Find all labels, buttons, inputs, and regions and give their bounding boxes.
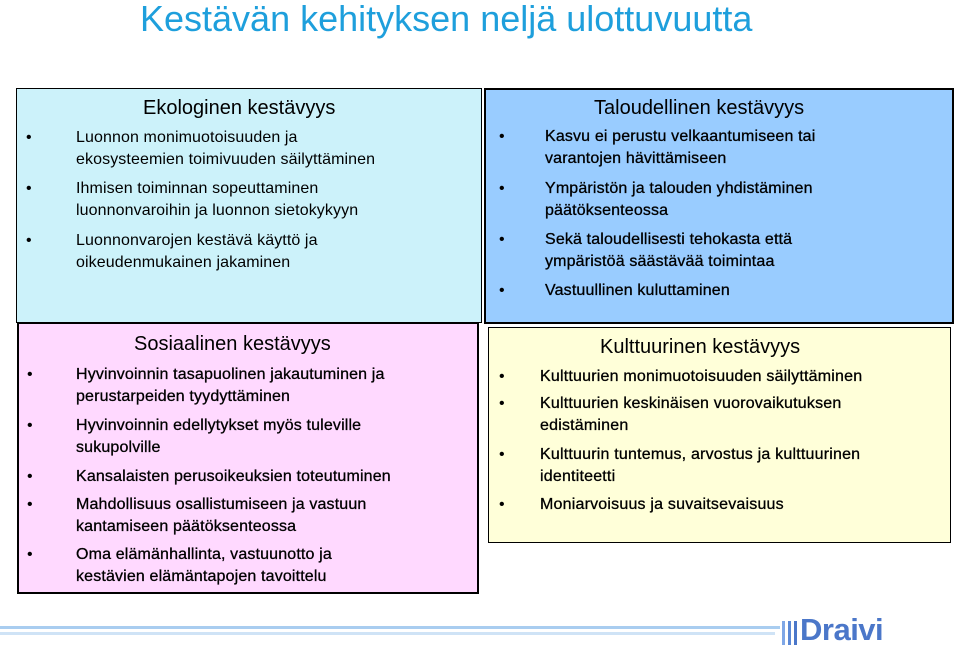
sosiaalinen-heading: Sosiaalinen kestävyys <box>134 333 331 355</box>
list-item: Kulttuurien monimuotoisuuden säilyttäminen <box>540 368 863 385</box>
logo-text: Draivi <box>800 612 884 647</box>
list-item: Hyvinvoinnin edellytykset myös tuleville sukupolville <box>76 417 362 456</box>
bullet-icon: • <box>26 129 32 146</box>
list-item: Moniarvoisuus ja suvaitsevaisuus <box>540 496 784 513</box>
kulttuurinen-heading: Kulttuurinen kestävyys <box>600 336 801 358</box>
page-title: Kestävän kehityksen neljä ulottuvuutta <box>140 0 753 39</box>
bullet-icon: • <box>27 546 33 563</box>
bullet-icon: • <box>27 496 33 513</box>
taloudellinen-heading: Taloudellinen kestävyys <box>594 97 805 119</box>
list-item: Oma elämänhallinta, vastuunotto ja kestävien elämäntapojen tavoittelu <box>76 546 332 585</box>
list-item: Kulttuurin tuntemus, arvostus ja kulttuurinen identiteetti <box>540 446 861 485</box>
bullet-icon: • <box>27 417 33 434</box>
bullet-icon: • <box>499 368 505 385</box>
bullet-icon: • <box>499 128 505 145</box>
list-item: Luonnonvarojen kestävä käyttö ja oikeudenmukainen jakaminen <box>76 232 318 271</box>
bullet-icon: • <box>499 282 505 299</box>
list-item: Luonnon monimuotoisuuden ja ekosysteemien toimivuuden säilyttäminen <box>76 129 376 168</box>
bullet-icon: • <box>27 366 33 383</box>
bullet-icon: • <box>499 446 505 463</box>
bullet-icon: • <box>499 180 505 197</box>
footer-divider <box>0 626 780 629</box>
list-item: Kulttuurien keskinäisen vuorovaikutuksen edistäminen <box>540 395 842 434</box>
bullet-icon: • <box>499 231 505 248</box>
taloudellinen-box <box>484 88 954 324</box>
bullet-icon: • <box>27 468 33 485</box>
list-item: Sekä taloudellisesti tehokasta että ympäristöä säästävää toimintaa <box>545 231 793 270</box>
list-item: Vastuullinen kuluttaminen <box>545 282 730 299</box>
sosiaalinen-box <box>17 322 479 594</box>
draivi-logo <box>780 612 890 650</box>
list-item: Kasvu ei perustu velkaantumiseen tai varantojen hävittämiseen <box>545 128 816 167</box>
ekologinen-heading: Ekologinen kestävyys <box>143 97 336 119</box>
list-item: Ympäristön ja talouden yhdistäminen päätöksenteossa <box>545 180 813 219</box>
list-item: Kansalaisten perusoikeuksien toteutuminen <box>76 468 391 485</box>
kulttuurinen-box <box>488 327 951 543</box>
list-item: Ihmisen toiminnan sopeuttaminen luonnonvaroihin ja luonnon sietokykyyn <box>76 180 359 219</box>
bullet-icon: • <box>26 180 32 197</box>
list-item: Mahdollisuus osallistumiseen ja vastuun kantamiseen päätöksenteossa <box>76 496 367 535</box>
ekologinen-box <box>16 88 482 323</box>
bullet-icon: • <box>499 496 505 513</box>
footer-divider <box>0 632 775 635</box>
bullet-icon: • <box>26 232 32 249</box>
bullet-icon: • <box>499 395 505 412</box>
list-item: Hyvinvoinnin tasapuolinen jakautuminen ja perustarpeiden tyydyttäminen <box>76 366 385 405</box>
